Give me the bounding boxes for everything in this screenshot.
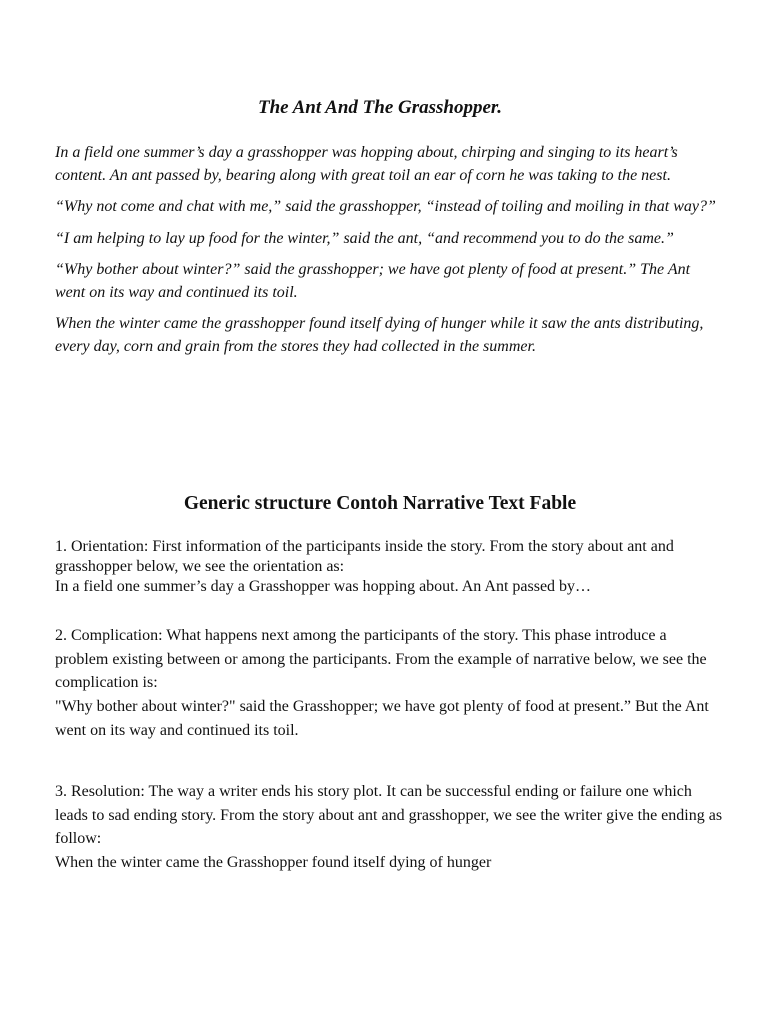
story-paragraph: In a field one summer’s day a grasshopper was hopping about, chirping and singing to its heart’s content. An ant passed by, bearing along with great toil an ear of corn he was taking to the nest. [55, 144, 678, 184]
story-paragraph: When the winter came the grasshopper found itself dying of hunger while it saw the ants distributing, every day, corn and grain from the stores they had collected in the summer. [55, 315, 704, 355]
story-body [55, 142, 723, 367]
orientation-example: In a field one summer’s day a Grasshopper was hopping about. An Ant passed by… [55, 578, 592, 595]
resolution-section [55, 780, 723, 874]
structure-title: Generic structure Contoh Narrative Text Fable [183, 493, 577, 514]
complication-example: "Why bother about winter?" said the Grasshopper; we have got plenty of food at present.” But the Ant went on its way and continued its toil. [55, 698, 709, 739]
orientation-section [55, 537, 723, 597]
complication-description: 2. Complication: What happens next among the participants of the story. This phase introduce a problem existing between or among the participants. From the example of narrative below, we see the complication is: [55, 627, 707, 692]
resolution-description: 3. Resolution: The way a writer ends his story plot. It can be successful ending or failure one which leads to sad ending story. From the story about ant and grasshopper, we see the writer give the ending as follow: [55, 783, 723, 847]
orientation-description: 1. Orientation: First information of the participants inside the story. From the story about ant and grasshopper below, we see the orientation as: [55, 538, 674, 575]
story-paragraph: “Why bother about winter?” said the grasshopper; we have got plenty of food at present.” The Ant went on its way and continued its toil. [55, 261, 691, 301]
story-paragraph: “Why not come and chat with me,” said the grasshopper, “instead of toiling and moiling in that way?” [55, 198, 716, 215]
story-paragraph: “I am helping to lay up food for the winter,” said the ant, “and recommend you to do the same.” [55, 229, 674, 247]
story-title: The Ant And The Grasshopper. [257, 97, 503, 118]
complication-section [55, 624, 723, 743]
resolution-example: When the winter came the Grasshopper found itself dying of hunger [55, 853, 492, 871]
